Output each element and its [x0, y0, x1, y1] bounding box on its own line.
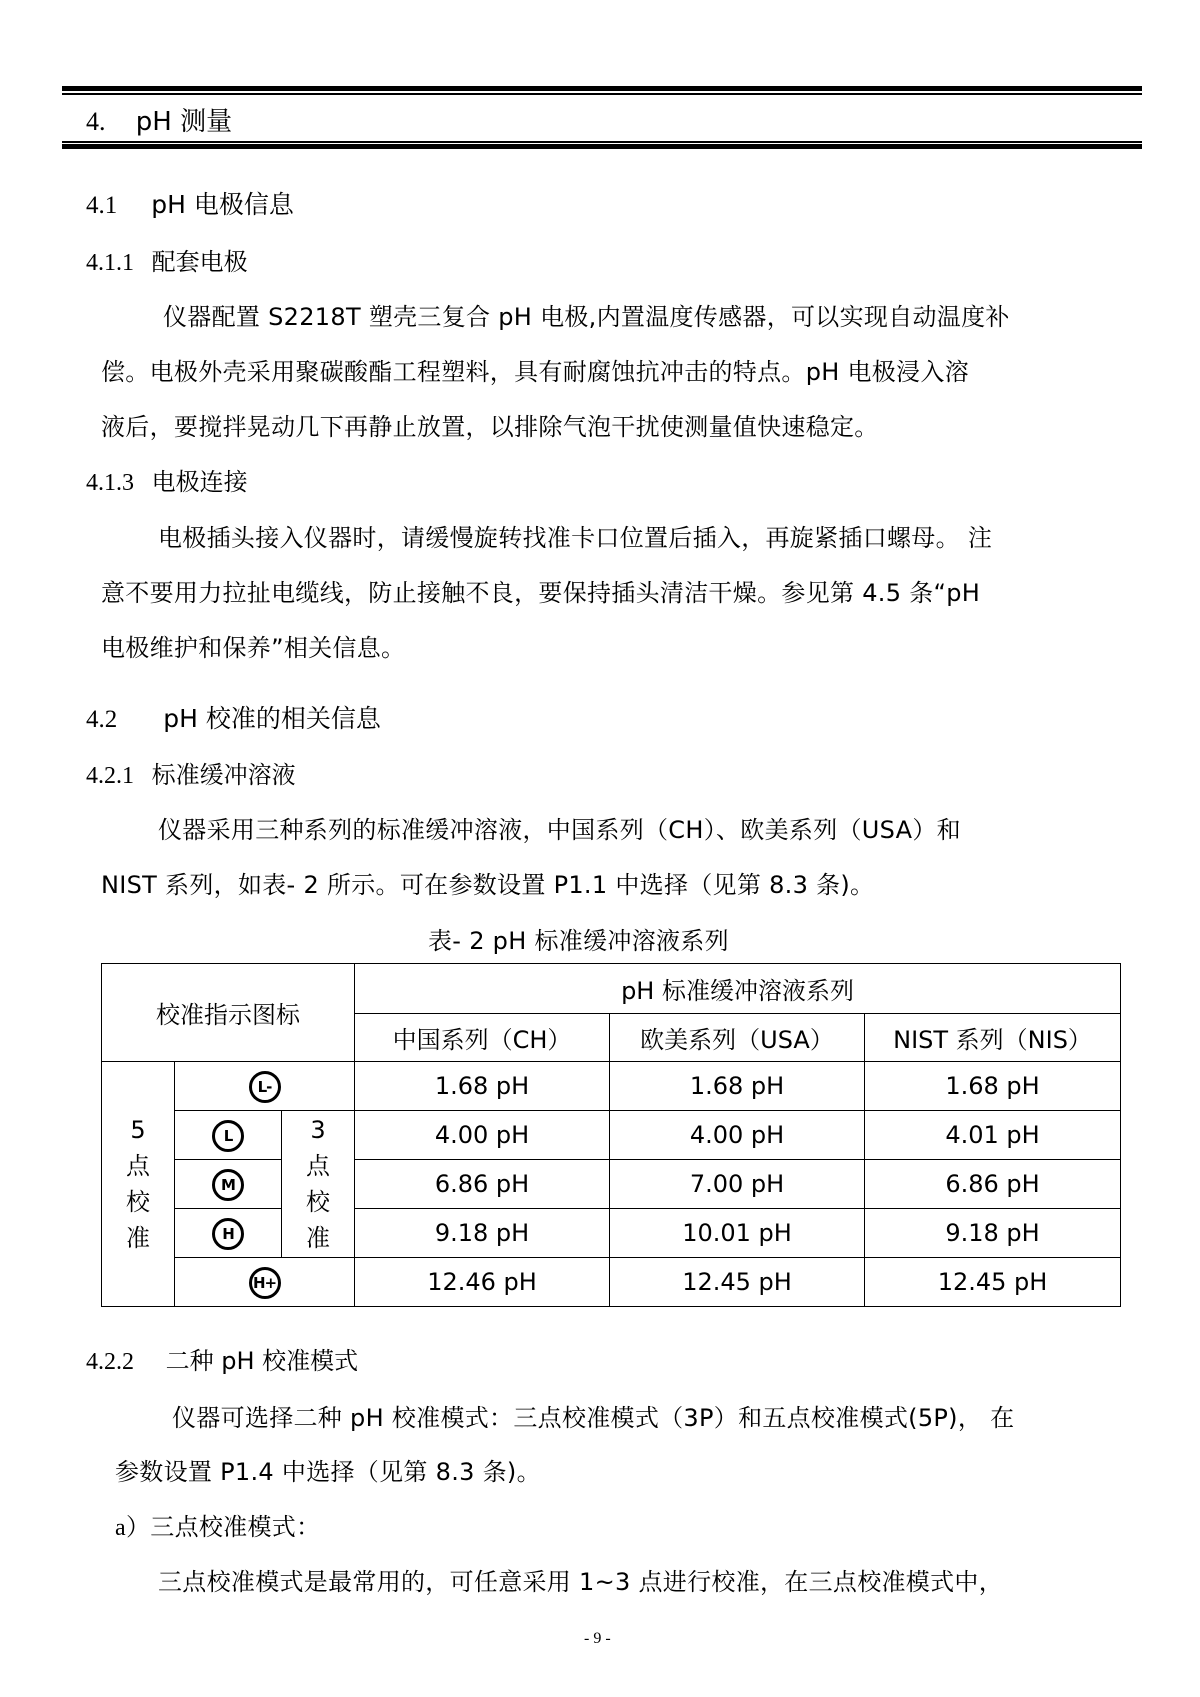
vertical-char: 点	[306, 1152, 330, 1180]
heading-title: pH 校准的相关信息	[163, 704, 381, 733]
calibration-l-icon: L	[212, 1120, 244, 1152]
heading-4-2-1	[86, 755, 296, 790]
heading-title: 配套电极	[151, 248, 248, 276]
three-point-calibration-label	[282, 1111, 355, 1258]
heading-number: 4.2	[86, 706, 118, 733]
heading-number: 4.1	[86, 192, 118, 219]
paragraph-line: 仪器配置 S2218T 塑壳三复合 pH 电极,内置温度传感器，可以实现自动温度补	[163, 303, 1010, 331]
paragraph-line: NIST 系列，如表- 2 所示。可在参数设置 P1.1 中选择（见第 8.3 条)。	[101, 871, 875, 899]
column-header-ch: 中国系列（CH）	[355, 1014, 610, 1062]
table-caption: 表- 2 pH 标准缓冲溶液系列	[428, 927, 729, 955]
table-row	[102, 1111, 1121, 1160]
section-heading	[86, 101, 232, 138]
paragraph-line: 意不要用力拉扯电缆线，防止接触不良，要保持插头清洁干燥。参见第 4.5 条“pH	[101, 579, 981, 607]
section-number: 4.	[86, 107, 106, 136]
icon-cell	[175, 1062, 355, 1111]
column-header-usa: 欧美系列（USA）	[610, 1014, 865, 1062]
icon-cell	[175, 1160, 282, 1209]
section-title: pH 测量	[135, 107, 233, 137]
heading-title: 电极连接	[151, 468, 248, 496]
table-header-row	[102, 964, 1121, 1014]
heading-number: 4.1.1	[86, 250, 134, 276]
table-cell: 6.86 pH	[355, 1160, 610, 1209]
vertical-char: 5	[130, 1116, 146, 1144]
header-rule-bottom	[62, 144, 1142, 149]
heading-number: 4.1.3	[86, 470, 134, 496]
paragraph-line: 电极维护和保养”相关信息。	[101, 634, 406, 662]
header-rule-bottom-thin	[62, 141, 1142, 143]
paragraph-line: 电极插头接入仪器时，请缓慢旋转找准卡口位置后插入，再旋紧插口螺母。 注	[158, 524, 993, 552]
header-rule-top	[62, 86, 1142, 91]
calibration-l-minus-icon: L-	[249, 1071, 281, 1103]
calibration-h-icon: H	[212, 1218, 244, 1250]
heading-4-1	[86, 185, 294, 221]
list-item-title: 三点校准模式：	[150, 1513, 321, 1541]
calibration-h-plus-icon: H+	[249, 1267, 281, 1299]
page-number: - 9 -	[584, 1630, 611, 1647]
list-item-a	[115, 1507, 320, 1542]
heading-title: 标准缓冲溶液	[151, 761, 296, 789]
column-header-nis: NIST 系列（NIS）	[865, 1014, 1121, 1062]
vertical-char: 点	[126, 1152, 150, 1180]
paragraph-line: 三点校准模式是最常用的，可任意采用 1~3 点进行校准，在三点校准模式中，	[158, 1568, 1004, 1596]
table-row	[102, 1160, 1121, 1209]
calibration-m-icon: M	[212, 1169, 244, 1201]
icon-cell	[175, 1258, 355, 1307]
icon-cell	[175, 1209, 282, 1258]
heading-4-1-3	[86, 462, 248, 497]
heading-number: 4.2.1	[86, 763, 134, 789]
table-cell: 1.68 pH	[865, 1062, 1121, 1111]
table-row	[102, 1209, 1121, 1258]
table-cell: 10.01 pH	[610, 1209, 865, 1258]
table-row	[102, 1062, 1121, 1111]
vertical-char: 3	[310, 1116, 326, 1144]
vertical-char: 校	[126, 1188, 150, 1216]
five-point-calibration-label	[102, 1062, 175, 1307]
table-cell: 9.18 pH	[865, 1209, 1121, 1258]
table-row	[102, 1258, 1121, 1307]
table-cell: 6.86 pH	[865, 1160, 1121, 1209]
vertical-char: 准	[126, 1224, 150, 1252]
buffer-table	[101, 963, 1121, 1307]
header-buffer-series: pH 标准缓冲溶液系列	[355, 964, 1121, 1014]
heading-4-2	[86, 699, 381, 735]
paragraph-line: 偿。电极外壳采用聚碳酸酯工程塑料，具有耐腐蚀抗冲击的特点。pH 电极浸入溶	[101, 358, 970, 386]
table-cell: 12.46 pH	[355, 1258, 610, 1307]
heading-title: pH 电极信息	[151, 190, 294, 219]
table-cell: 12.45 pH	[865, 1258, 1121, 1307]
heading-4-1-1	[86, 242, 248, 277]
table-cell: 4.00 pH	[355, 1111, 610, 1160]
table-cell: 9.18 pH	[355, 1209, 610, 1258]
table-cell: 1.68 pH	[355, 1062, 610, 1111]
vertical-char: 校	[306, 1188, 330, 1216]
paragraph-line: 液后，要搅拌晃动几下再静止放置，以排除气泡干扰使测量值快速稳定。	[101, 413, 879, 441]
header-calibration-icon: 校准指示图标	[102, 964, 355, 1062]
table-cell: 7.00 pH	[610, 1160, 865, 1209]
table-cell: 4.01 pH	[865, 1111, 1121, 1160]
vertical-char: 准	[306, 1224, 330, 1252]
paragraph-line: 参数设置 P1.4 中选择（见第 8.3 条)。	[115, 1458, 541, 1486]
table-cell: 1.68 pH	[610, 1062, 865, 1111]
heading-4-2-2	[86, 1341, 358, 1376]
table-cell: 4.00 pH	[610, 1111, 865, 1160]
paragraph-line: 仪器采用三种系列的标准缓冲溶液，中国系列（CH）、欧美系列（USA）和	[158, 816, 961, 844]
paragraph-line: 仪器可选择二种 pH 校准模式：三点校准模式（3P）和五点校准模式(5P)， 在	[172, 1404, 1015, 1432]
list-marker: a）	[115, 1515, 151, 1541]
header-rule-thin	[62, 93, 1142, 95]
table-cell: 12.45 pH	[610, 1258, 865, 1307]
icon-cell	[175, 1111, 282, 1160]
heading-title: 二种 pH 校准模式	[165, 1347, 359, 1375]
heading-number: 4.2.2	[86, 1349, 134, 1375]
